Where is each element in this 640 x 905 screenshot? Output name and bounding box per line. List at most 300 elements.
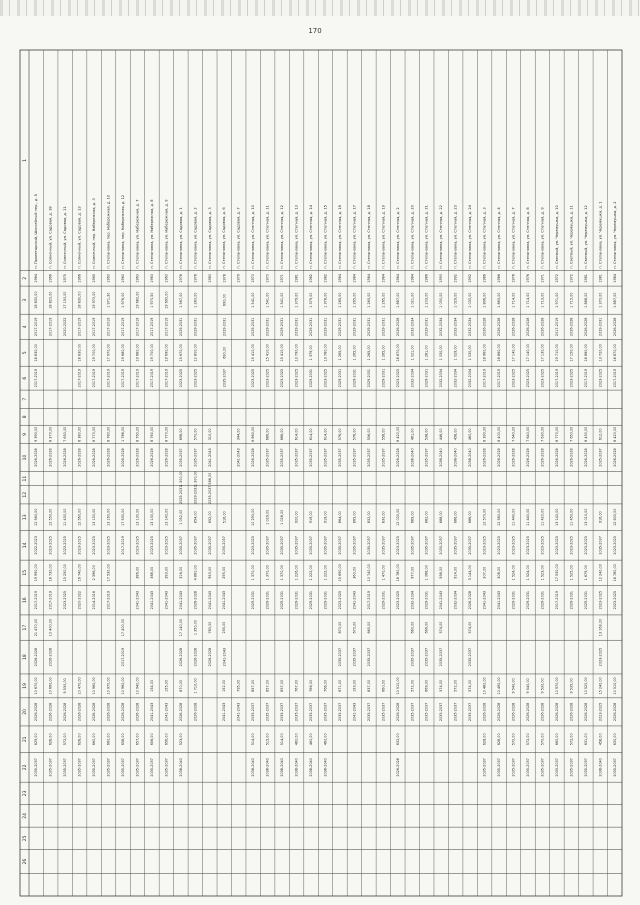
table-cell: 2026-2028 bbox=[178, 702, 183, 722]
address-cell: п. Степановка, пер. Набережная, д. 10 bbox=[106, 194, 111, 269]
table-cell: 15 410,00 bbox=[265, 344, 270, 362]
table-cell: 2017-2019 bbox=[106, 368, 111, 388]
table-cell: 2029-2031 bbox=[337, 317, 342, 337]
table-cell: 2029-2031 bbox=[309, 368, 314, 388]
table-cell: 2 396,00 bbox=[92, 565, 97, 581]
column-header: 13 bbox=[23, 514, 28, 521]
table-cell: 2035-2037 bbox=[309, 448, 314, 467]
table-cell: 193,00 bbox=[352, 679, 357, 692]
table-cell: 574,00 bbox=[468, 679, 473, 692]
table-cell: 10 400,00 bbox=[48, 618, 53, 637]
table-cell: 2035-2037 bbox=[280, 448, 285, 467]
address-cell: п. Светлый, ул. Черемушки, д. 11 bbox=[569, 205, 574, 269]
table-cell: 2026-2028 bbox=[48, 647, 53, 667]
table-cell: 572,00 bbox=[569, 733, 574, 746]
table-cell: 2035-2037 bbox=[569, 758, 574, 777]
table-cell: 1971 bbox=[540, 274, 545, 283]
table-cell: 19 690,00 bbox=[164, 344, 169, 362]
table-cell: 2035-2037 bbox=[352, 448, 357, 467]
table-cell: 2023-2025 bbox=[497, 536, 502, 555]
table-cell: 18 830,00 bbox=[77, 344, 82, 362]
table-cell: 2029-2031 bbox=[294, 317, 299, 337]
table-cell: 1 971,30 bbox=[106, 292, 111, 308]
table-cell: 2020-2022 bbox=[77, 590, 82, 610]
table-cell: 19 680,00 bbox=[121, 344, 126, 362]
table-cell: 656,00 bbox=[164, 733, 169, 746]
table-cell: 1986 bbox=[482, 274, 487, 283]
table-cell: 2029-2031 bbox=[337, 368, 342, 388]
table-cell: 2026-2028 bbox=[77, 702, 82, 722]
table-cell: 2026-2028 bbox=[178, 647, 183, 667]
table-cell: 1981 bbox=[598, 274, 603, 283]
table-cell: 1 541,00 bbox=[280, 292, 285, 308]
table-cell: 686,00 bbox=[265, 428, 270, 441]
table-cell: 310,00 bbox=[207, 428, 212, 441]
table-cell: 2038-2040 bbox=[251, 758, 256, 777]
address-cell: п. Степановка, ул. Садовая, д. 3 bbox=[207, 207, 212, 269]
table-cell: 2041-2043 bbox=[222, 590, 227, 610]
table-cell: 2023-2025 bbox=[598, 368, 603, 388]
table-cell: 21 470,00 bbox=[34, 618, 39, 637]
table-cell: 2026-2028 bbox=[395, 448, 400, 467]
address-cell: п. Степановка, ул. Садовая, д. 1 bbox=[178, 207, 183, 269]
table-cell: 2023-2025 bbox=[525, 536, 530, 555]
table-cell: 780,00 bbox=[207, 621, 212, 634]
table-cell: 2029-2031 bbox=[583, 590, 588, 610]
table-cell: 1960 bbox=[121, 274, 126, 283]
table-cell: 864,00 bbox=[337, 511, 342, 524]
table-cell: 2035-2037 bbox=[294, 448, 299, 467]
table-cell: 7 630,00 bbox=[540, 426, 545, 442]
table-cell: 2029-2031 bbox=[309, 590, 314, 610]
table-cell: 2023-2025 bbox=[554, 536, 559, 555]
table-cell: 2035-2037 bbox=[222, 536, 227, 555]
table-cell: 2017-2019 bbox=[106, 590, 111, 610]
table-cell: 2017-2019 bbox=[554, 317, 559, 337]
table-cell: 3 144,00 bbox=[468, 565, 473, 581]
table-cell: 8 420,00 bbox=[395, 426, 400, 442]
table-cell: 1 265,00 bbox=[366, 292, 371, 308]
table-cell: 13 790,00 bbox=[294, 344, 299, 362]
table-cell: 8 380,00 bbox=[77, 426, 82, 442]
table-cell: 2035-2037 bbox=[63, 758, 68, 777]
table-cell: 12 560,00 bbox=[34, 508, 39, 526]
table-cell: 2041-2043 bbox=[164, 590, 169, 610]
table-cell: 2035-2037 bbox=[540, 758, 545, 777]
table-cell: 1 029,00 bbox=[265, 509, 270, 525]
table-cell: 2035-2037 bbox=[468, 647, 473, 667]
table-cell: 1 370,00 bbox=[598, 292, 603, 308]
table-cell: 857,00 bbox=[251, 679, 256, 692]
table-cell: 1975 bbox=[63, 274, 68, 283]
column-header: 21 bbox=[23, 736, 28, 743]
table-cell: 766,00 bbox=[309, 679, 314, 692]
table-cell: 2035-2037 bbox=[207, 536, 212, 555]
table-cell: 2017-2019 bbox=[149, 368, 154, 388]
table-cell: 13 010,00 bbox=[583, 508, 588, 526]
table-cell: 2035-2037 bbox=[424, 702, 429, 722]
table-cell: 660,00 bbox=[410, 621, 415, 634]
table-cell: 2017-2019 bbox=[121, 368, 126, 388]
table-cell: 2023-2025 bbox=[135, 536, 140, 555]
table-cell: 857,00 bbox=[265, 679, 270, 692]
table-cell: 914,00 bbox=[453, 566, 458, 579]
table-cell: 2023-2025 bbox=[598, 647, 603, 667]
table-cell: 576,00 bbox=[337, 428, 342, 441]
table-cell: 916,00 bbox=[598, 511, 603, 524]
table-cell: 2038-2040 bbox=[439, 448, 444, 467]
table-cell: 2035-2037 bbox=[135, 758, 140, 777]
table-cell: 2035-2037 bbox=[366, 702, 371, 722]
table-cell: 12 600,00 bbox=[612, 508, 617, 526]
table-cell: 2017-2019 bbox=[497, 368, 502, 388]
table-cell: 2032-2034 bbox=[453, 590, 458, 610]
table-cell: 977,00 bbox=[410, 566, 415, 579]
table-cell: 1 265,00 bbox=[337, 345, 342, 361]
table-cell: 1 030,00 bbox=[439, 292, 444, 308]
table-cell: 11 450,00 bbox=[569, 508, 574, 526]
address-cell: п. Степановка, ул. Степная, д. 18 bbox=[366, 205, 371, 269]
table-cell: 669,00 bbox=[424, 621, 429, 634]
table-cell: 17 140,00 bbox=[525, 344, 530, 362]
table-cell: 13 140,00 bbox=[554, 508, 559, 526]
table-cell: 2026-2028 bbox=[135, 448, 140, 467]
table-cell: 1 265,00 bbox=[352, 345, 357, 361]
table-cell: 10 670,00 bbox=[34, 677, 39, 695]
column-header: 12 bbox=[23, 491, 28, 498]
table-cell: 10 960,00 bbox=[92, 677, 97, 695]
table-cell: 15 240,00 bbox=[598, 677, 603, 695]
table-cell: 2026-2028 bbox=[395, 758, 400, 777]
table-cell: 1 030,00 bbox=[439, 345, 444, 361]
table-cell: 2023-2025 bbox=[511, 536, 516, 555]
table-cell: 2035-2037 bbox=[323, 536, 328, 555]
table-cell: 18 880,00 bbox=[583, 344, 588, 362]
table-cell: 2029-2031 bbox=[323, 317, 328, 337]
table-cell: 1976 bbox=[511, 274, 516, 283]
table-cell: 11 440,00 bbox=[525, 508, 530, 526]
table-cell: 8 780,00 bbox=[106, 426, 111, 442]
table-cell: 570,00 bbox=[193, 428, 198, 441]
column-header: 16 bbox=[23, 597, 28, 604]
table-cell: 865,00 bbox=[352, 511, 357, 524]
address-cell: п. Степановка, ул. Набережная, д. 8 bbox=[149, 199, 154, 269]
table-cell: 2017-2019 bbox=[135, 317, 140, 337]
table-cell: 1 370,00 bbox=[280, 565, 285, 581]
table-cell: 1 887,00 bbox=[612, 292, 617, 308]
table-cell: 1 379,00 bbox=[309, 292, 314, 308]
table-cell: 2035-2037 bbox=[193, 448, 198, 467]
table-cell: 514,00 bbox=[280, 733, 285, 746]
column-header: 18 bbox=[23, 654, 28, 660]
table-cell: 19 700,00 bbox=[149, 344, 154, 362]
table-cell: 2022-2023 bbox=[34, 536, 39, 555]
table-cell: 671,00 bbox=[337, 679, 342, 692]
table-cell: 2035-2037 bbox=[439, 647, 444, 667]
table-cell: 2026-2028 bbox=[34, 647, 39, 667]
column-header: 1 bbox=[23, 158, 28, 162]
table-cell: 686,00 bbox=[453, 511, 458, 524]
table-cell: 1980 bbox=[207, 274, 212, 283]
table-cell: 2035-2037 bbox=[366, 536, 371, 555]
table-cell: 2017-2019 bbox=[48, 317, 53, 337]
table-cell: 2026-2028 bbox=[149, 448, 154, 467]
table-cell: 10 520,00 bbox=[583, 677, 588, 695]
table-cell: 8 400,00 bbox=[497, 426, 502, 442]
table-cell: 1982 bbox=[323, 274, 328, 283]
table-cell: 556,00 bbox=[366, 428, 371, 441]
table-cell: 2017-2019 bbox=[121, 536, 126, 555]
table-cell: 17 140,00 bbox=[511, 344, 516, 362]
table-cell: 1 265,00 bbox=[337, 292, 342, 308]
table-cell: 2026-2028 bbox=[583, 702, 588, 722]
table-cell: 2026-2028 bbox=[497, 448, 502, 467]
table-cell: 2023-2025 bbox=[63, 590, 68, 610]
address-cell: п. Степановка, ул. Степная, д. 14 bbox=[309, 205, 314, 269]
table-cell: 19 710,00 bbox=[554, 344, 559, 362]
address-cell: п. Солнечный, пер. Набережная, д. 3 bbox=[92, 198, 97, 269]
table-cell: 1 226,00 bbox=[294, 565, 299, 581]
table-cell: 2038-2040 bbox=[178, 758, 183, 777]
table-cell: 2023-2025 bbox=[77, 536, 82, 555]
table-cell: 1 715,00 bbox=[569, 292, 574, 308]
table-cell: 2041-2043 bbox=[236, 448, 241, 467]
table-cell: 1978 bbox=[178, 274, 183, 283]
table-cell: 1971 bbox=[280, 274, 285, 283]
table-cell: 766,00 bbox=[323, 679, 328, 692]
table-cell: 446,00 bbox=[439, 428, 444, 441]
table-cell: 1 052,00 bbox=[178, 509, 183, 525]
column-header: 24 bbox=[23, 813, 28, 819]
table-cell: 460,00 bbox=[323, 733, 328, 746]
address-cell: п. Степановка, ул. Степная, д. 10 bbox=[251, 205, 256, 269]
table-cell: 2029-2031 bbox=[323, 590, 328, 610]
table-cell: 2035-2037 bbox=[178, 536, 183, 555]
table-cell: 2017-2019 bbox=[135, 368, 140, 388]
table-cell: 614,00 bbox=[323, 428, 328, 441]
table-cell: 2035-2037 bbox=[265, 536, 270, 555]
table-cell: 458,00 bbox=[598, 733, 603, 746]
table-cell: 628,00 bbox=[77, 733, 82, 746]
table-cell: 953,00 bbox=[207, 566, 212, 579]
table-cell: 11 430,00 bbox=[63, 508, 68, 526]
table-cell: 1 265,00 bbox=[352, 292, 357, 308]
table-cell: 1 265,00 bbox=[381, 345, 386, 361]
table-cell: 1 896,00 bbox=[482, 292, 487, 308]
table-cell: 614,00 bbox=[309, 428, 314, 441]
table-cell: 12 000,00 bbox=[395, 508, 400, 526]
table-cell: 2023-2025 bbox=[164, 536, 169, 555]
table-cell: 660,00 bbox=[106, 733, 111, 746]
table-cell: 1 379,00 bbox=[294, 292, 299, 308]
table-cell: 17 150,00 bbox=[63, 291, 68, 309]
table-cell: 1 222,00 bbox=[309, 565, 314, 581]
table-cell: 698,00 bbox=[178, 428, 183, 441]
table-cell: 10 970,00 bbox=[106, 677, 111, 695]
table-cell: 2035-2037 bbox=[410, 536, 415, 555]
address-cell: п. Степановка, ул. Степная, д. 16 bbox=[337, 205, 342, 269]
table-cell: 2023-2025 bbox=[583, 536, 588, 555]
table-cell: 1 379,00 bbox=[309, 345, 314, 361]
table-cell: 1 863,00 bbox=[497, 292, 502, 308]
table-cell: 2017-2019 bbox=[34, 368, 39, 388]
table-cell: 2029-2031 bbox=[381, 590, 386, 610]
address-cell: п. Степановка, ул. Степная, д. 19 bbox=[381, 205, 386, 269]
table-cell: 631,00 bbox=[583, 733, 588, 746]
table-cell: 2026-2028 bbox=[569, 317, 574, 337]
table-cell: 1 970,50 bbox=[149, 292, 154, 308]
table-cell: 2038-2040 bbox=[410, 448, 415, 467]
table-cell: 2026-2028 bbox=[525, 702, 530, 722]
table-cell: 767,00 bbox=[294, 679, 299, 692]
table-cell: 2035-2037 bbox=[410, 702, 415, 722]
table-cell: 8 430,00 bbox=[583, 426, 588, 442]
table-cell: 1976 bbox=[525, 274, 530, 283]
address-cell: п. Степановка, ул. Степная, д. 21 bbox=[424, 205, 429, 269]
table-cell: 670,00 bbox=[352, 621, 357, 634]
table-cell: 2026-2028 bbox=[583, 317, 588, 337]
table-cell: 572,00 bbox=[453, 679, 458, 692]
table-cell: 1960 bbox=[135, 274, 140, 283]
table-cell: 2026-2028 bbox=[193, 590, 198, 610]
table-cell: 2041-2043 bbox=[178, 590, 183, 610]
table-cell: 155,00 bbox=[164, 679, 169, 692]
table-cell: 660,00 bbox=[554, 733, 559, 746]
table-cell: 1960 bbox=[149, 274, 154, 283]
table-cell: 2026-2028 bbox=[612, 317, 617, 337]
table-cell: 17 130,00 bbox=[540, 344, 545, 362]
table-cell: 2035-2037 bbox=[265, 448, 270, 467]
table-cell: 538,00 bbox=[424, 428, 429, 441]
table-cell: 1 030,00 bbox=[468, 345, 473, 361]
table-cell: 2017-2019 bbox=[77, 368, 82, 388]
table-cell: 13 160,00 bbox=[106, 508, 111, 526]
table-cell: 2023-2025 bbox=[569, 536, 574, 555]
table-cell: 15 690,00 bbox=[337, 564, 342, 582]
table-cell: 2035-2037 bbox=[323, 448, 328, 467]
table-cell: 2029-2031 bbox=[294, 590, 299, 610]
table-cell: 2017-2019 bbox=[164, 368, 169, 388]
table-cell: 2023-2025 bbox=[612, 536, 617, 555]
table-cell: 2026-2028 bbox=[92, 448, 97, 467]
table-cell: 2026-2028 bbox=[48, 448, 53, 467]
table-cell: 17 530,00 bbox=[554, 564, 559, 582]
address-cell: п. Степановка, ул. Степная, д. 24 bbox=[468, 205, 473, 269]
table-cell: 2026-2028 bbox=[569, 448, 574, 467]
table-cell: 2017-2019 bbox=[583, 368, 588, 388]
table-cell: 2038-2040 bbox=[265, 758, 270, 777]
table-cell: 2035-2037 bbox=[309, 536, 314, 555]
table-cell: 572,00 bbox=[525, 733, 530, 746]
table-cell: 6 860,00 bbox=[251, 426, 256, 442]
table-cell: 1 222,00 bbox=[323, 565, 328, 581]
table-cell: 2041-2043 bbox=[497, 590, 502, 610]
table-cell: 2032-2034 bbox=[453, 317, 458, 337]
table-cell: 15 410,00 bbox=[280, 344, 285, 362]
table-cell: 574,00 bbox=[468, 621, 473, 634]
table-cell: 919,00 bbox=[309, 511, 314, 524]
table-cell: 2041-2043 bbox=[207, 448, 212, 467]
table-cell: 2029-2031 bbox=[222, 317, 227, 337]
table-cell: 1970 bbox=[251, 274, 256, 283]
table-cell: 857,00 bbox=[280, 679, 285, 692]
address-cell: п. Степановка, ул. Степная, д. 4 bbox=[497, 207, 502, 269]
table-cell: 523,00 bbox=[178, 733, 183, 746]
table-cell: 2026-2028 bbox=[482, 317, 487, 337]
table-cell: 572,00 bbox=[410, 679, 415, 692]
table-cell: 2035-2037 bbox=[468, 536, 473, 555]
table-cell: 2029-2031 bbox=[366, 317, 371, 337]
column-header: 7 bbox=[23, 397, 28, 401]
table-cell: 2035-2037 bbox=[381, 536, 386, 555]
table-cell: 2026-2028 bbox=[540, 702, 545, 722]
address-cell: п. Солнечный, ул. Садовая, д. 13 bbox=[77, 206, 82, 269]
table-cell: 255,00 bbox=[222, 621, 227, 634]
column-header: 2 bbox=[23, 276, 28, 280]
table-cell: 2035-2037 bbox=[164, 758, 169, 777]
table-cell: 12 570,00 bbox=[482, 508, 487, 526]
table-cell: 10 660,00 bbox=[48, 677, 53, 695]
table-cell: 1984 bbox=[381, 274, 386, 283]
table-cell: 13 130,00 bbox=[149, 508, 154, 526]
table-cell: 2026-2028 bbox=[77, 448, 82, 467]
table-cell: 854,00 bbox=[193, 511, 198, 524]
table-cell: 2026-2028 bbox=[612, 702, 617, 722]
table-cell: 1 524,00 bbox=[525, 565, 530, 581]
column-header: 4 bbox=[23, 325, 28, 329]
table-cell: 1992 bbox=[453, 274, 458, 283]
address-cell: п. Степановка, ул. Степная, д. 3 bbox=[482, 207, 487, 269]
column-header: 25 bbox=[23, 835, 28, 842]
table-cell: 8 370,00 bbox=[48, 426, 53, 442]
table-cell: 2032-2034 bbox=[410, 590, 415, 610]
table-cell: 2035-2037 bbox=[265, 702, 270, 722]
table-cell: 2029-2031 bbox=[178, 485, 183, 505]
table-cell: 2017-2019 bbox=[554, 590, 559, 610]
table-cell: 2041-2043 bbox=[352, 590, 357, 610]
table-cell: 2026-2028 bbox=[540, 317, 545, 337]
table-cell: 2035-2037 bbox=[381, 702, 386, 722]
table-cell: 2035-2037 bbox=[424, 647, 429, 667]
table-cell: 586,00 bbox=[207, 472, 212, 485]
table-cell: 2023-2025 bbox=[178, 368, 183, 388]
table-cell: 15 670,00 bbox=[178, 344, 183, 362]
table-cell: 2017-2019 bbox=[482, 368, 487, 388]
table-cell: 2035-2037 bbox=[583, 758, 588, 777]
table-cell: 2029-2031 bbox=[424, 317, 429, 337]
table-cell: 572,00 bbox=[63, 733, 68, 746]
table-cell: 7 650,00 bbox=[569, 426, 574, 442]
table-cell: 2035-2037 bbox=[453, 702, 458, 722]
table-cell: 2041-2043 bbox=[352, 702, 357, 722]
table-cell: 2023-2025 bbox=[323, 368, 328, 388]
table-cell: 2023-2025 bbox=[540, 368, 545, 388]
table-cell: 2017-2019 bbox=[34, 590, 39, 610]
table-cell: 2017-2019 bbox=[77, 317, 82, 337]
table-cell: 4 860,00 bbox=[193, 565, 198, 581]
table-cell: 2029-2031 bbox=[381, 317, 386, 337]
table-cell: 1966 bbox=[48, 274, 53, 283]
table-cell: 1981 bbox=[294, 274, 299, 283]
table-cell: 16 780,00 bbox=[395, 564, 400, 582]
table-cell: 2023-2025 bbox=[265, 368, 270, 388]
table-cell: 2029-2031 bbox=[540, 590, 545, 610]
table-cell: 2035-2037 bbox=[149, 758, 154, 777]
table-cell: 2038-2040 bbox=[598, 758, 603, 777]
table-cell: 832,00 bbox=[366, 511, 371, 524]
table-cell: 8 770,00 bbox=[92, 426, 97, 442]
address-cell: п. Степановка, ул. Степная, д. 15 bbox=[323, 205, 328, 269]
